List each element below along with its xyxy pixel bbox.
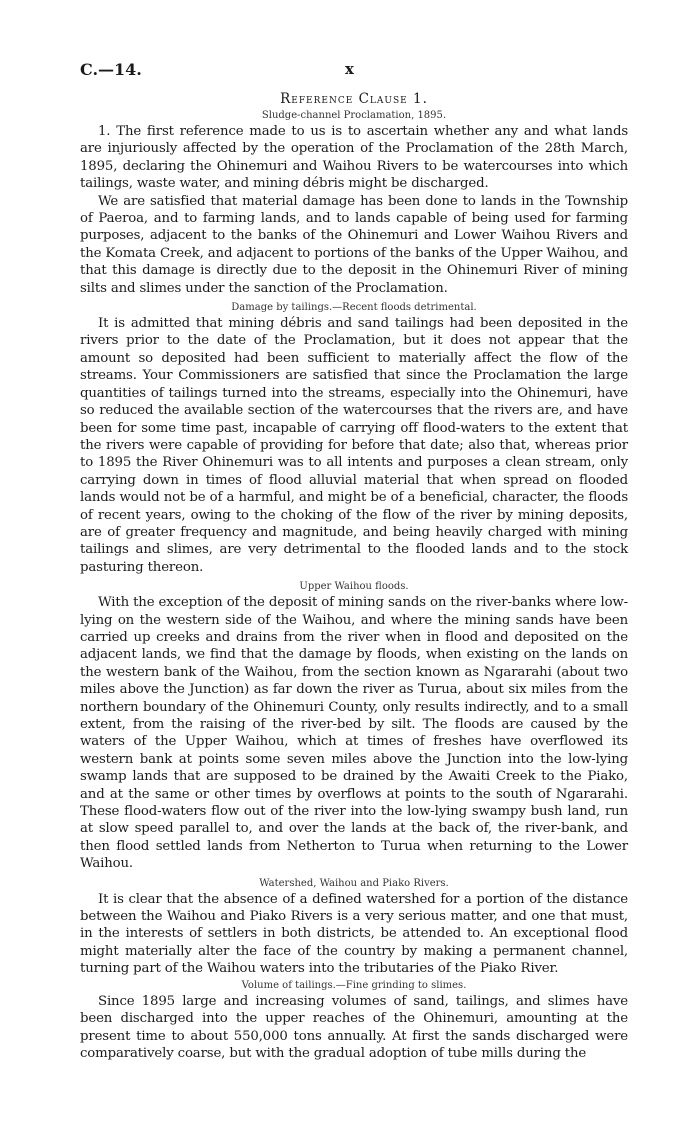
side-note-watershed: Watershed, Waihou and Piako Rivers. (259, 877, 449, 889)
section-title: Reference Clause 1. (280, 91, 428, 107)
paragraph-2: We are satisfied that material damage has been done to lands in the Township of Paeroa, and to farming lands, and to lands capable of being used for farming purposes, adjacent to the banks of the Ohinemuri and Lower Waihou Rivers and the Komata Creek, and adjacent to portions of the banks of the Upper Waihou, and that this damage is directly due to the deposit in the Ohinemuri River of mining silts and slimes under the sanction of the Proclamation. (80, 193, 628, 296)
paragraph-6: Since 1895 large and increasing volumes of sand, tailings, and slimes have been discharged into the upper reaches of the Ohinemuri, amounting at the present time to about 550,000 tons annually. At first the sands discharged were comparatively coarse, but with the gradual adoption of tube mills during the (80, 993, 628, 1061)
section-subtitle: Sludge-channel Proclamation, 1895. (261, 110, 447, 121)
paragraph-5: It is clear that the absence of a defined watershed for a portion of the distance between the Waihou and Piako Rivers is a very serious matter, and one that must, in the interests of settlers in both districts, be attended to. An exceptional flood might materially alter the face of the country by making a permanent channel, turning part of the Waihou waters into the tributaries of the Piako River. (80, 891, 628, 977)
paragraph-1: 1. The first reference made to us is to ascertain whether any and what lands are injuriously affected by the operation of the Proclamation of the 28th March, 1895, declaring the Ohinemuri and Waihou Rivers to be watercourses into which tailings, waste water, and mining débris might be discharged. (80, 124, 628, 192)
side-note-damage: Damage by tailings.—Recent floods detrimental. (231, 302, 477, 314)
page-number: x (345, 60, 354, 78)
paragraph-3: It is admitted that mining débris and sand tailings had been deposited in the rivers prior to the date of the Proclamation, but it does not appear that the amount so deposited had been sufficient to materially affect the flow of the streams. Your Commissioners are satisfied that since the Proclamation the large quantities of tailings turned into the streams, especially into the Ohinemuri, have so reduced the available section of the watercourses that the rivers are, and have been for some time past, incapable of carrying off flood-waters to the extent that the rivers were capable of providing for before that date; also that, whereas prior to 1895 the River Ohinemuri was to all intents and purposes a clean stream, only carrying down in times of flood alluvial material that when spread on flooded lands would not be of a harmful, and might be of a beneficial, character, the floods of recent years, owing to the choking of the flow of the river by mining deposits, are of greater frequency and magnitude, and being heavily charged with mining tailings and slimes, are very detrimental to the flooded lands and to the stock pasturing thereon. (80, 316, 628, 575)
paragraph-4: With the exception of the deposit of mining sands on the river-banks where low-lying on the western side of the Waihou, and where the mining sands have been carried up creeks and drains from the river when in flood and deposited on the adjacent lands, we find that the damage by floods, when existing on the lands on the western bank of the Waihou, from the section known as Ngararahi (about two miles above the Junction) as far down the river as Turua, about six miles from the northern boundary of the Ohinemuri County, only results indirectly, and to a small extent, from the raising of the river-bed by silt. The floods are caused by the waters of the Upper Waihou, which at times of freshes have overflowed its western bank at points some seven miles above the Junction into the low-lying swamp lands that are supposed to be drained by the Awaiti Creek to the Piako, and at the same or other times by overflows at points to the south of Ngararahi. These flood-waters flow out of the river into the low-lying swampy bush land, run at slow speed parallel to, and over the lands at the back of, the river-bank, and then flood settled lands from Netherton to Turua when returning to the Lower Waihou. (80, 595, 628, 872)
report-code: C.—14. (80, 60, 142, 79)
side-note-upper-waihou: Upper Waihou floods. (299, 581, 409, 593)
page-body (80, 90, 628, 1062)
side-note-volume: Volume of tailings.—Fine grinding to slimes. (241, 979, 467, 991)
